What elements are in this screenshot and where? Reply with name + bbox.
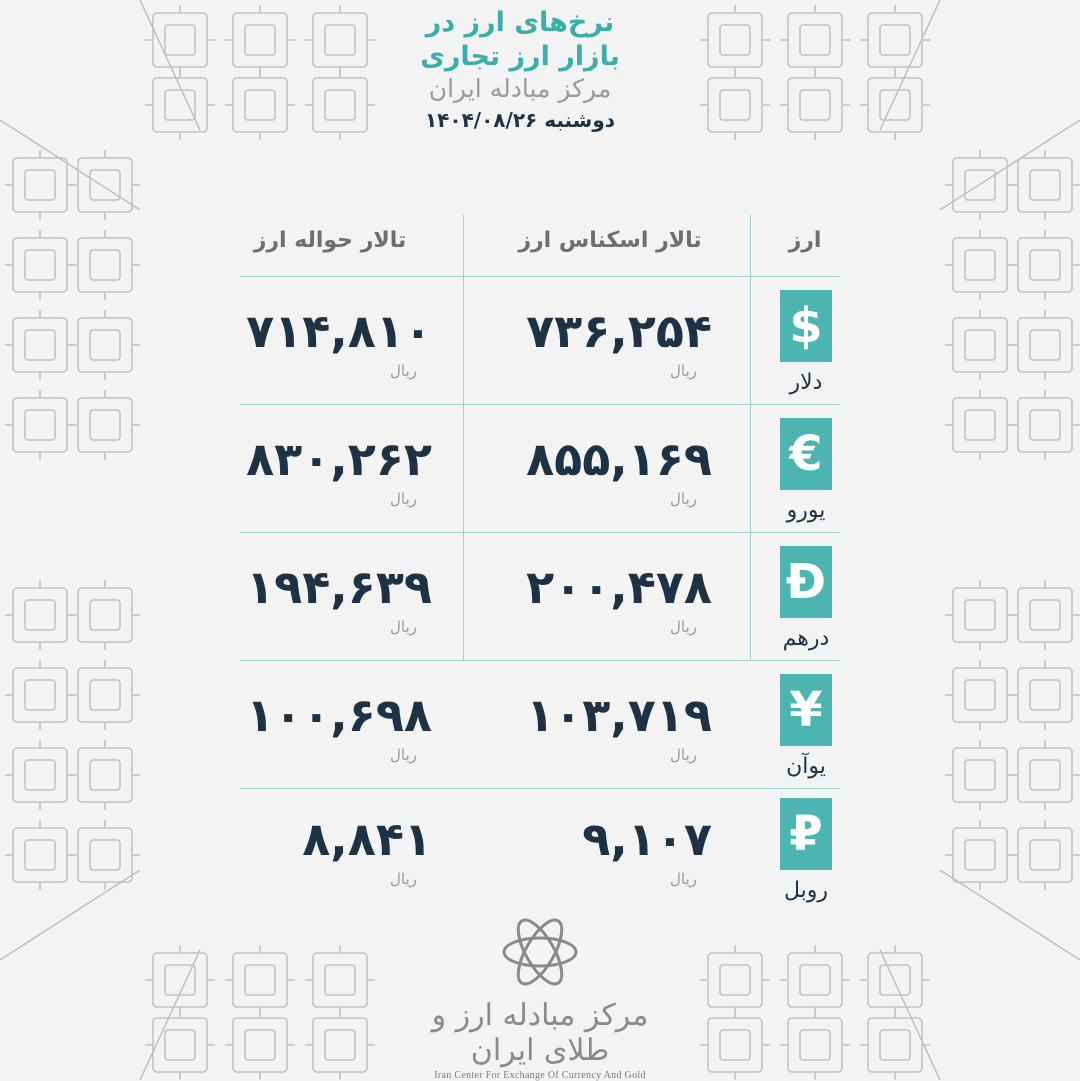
grid-vertical-line [750,215,751,660]
remittance-rate: ۱۰۰,۶۹۸ [246,688,432,742]
unit-label: ریال [390,746,417,764]
dirham-icon: Đ [780,546,832,618]
unit-label: ریال [670,362,697,380]
grid-horizontal-line [240,532,840,533]
grid-horizontal-line [240,788,840,789]
column-header-remittance: تالار حواله ارز [253,228,407,253]
title-line-2: بازار ارز تجاری [420,41,620,72]
grid-vertical-line [463,215,464,660]
unit-label: ریال [390,490,417,508]
remittance-rate: ۸,۸۴۱ [302,812,432,866]
unit-label: ریال [670,746,697,764]
date-label: دوشنبه ۱۴۰۴/۰۸/۲۶ [424,108,616,132]
currency-name: روبل [783,878,829,903]
subtitle: مرکز مبادله ایران [428,74,612,103]
title-line-1: نرخ‌های ارز در [425,7,615,38]
currency-name: درهم [782,626,830,651]
dollar-icon: $ [780,290,832,362]
grid-horizontal-line [240,276,840,277]
unit-label: ریال [670,490,697,508]
unit-label: ریال [390,362,417,380]
logo-name-fa: مرکز مبادله ارز و طلای ایران [431,998,649,1068]
unit-label: ریال [390,618,417,636]
grid-horizontal-line [240,660,840,661]
banknote-rate: ۱۰۳,۷۱۹ [526,688,712,742]
logo-emblem-icon [495,912,585,992]
unit-label: ریال [670,618,697,636]
banknote-rate: ۹,۱۰۷ [582,812,712,866]
logo-name-en: Iran Center For Exchange Of Currency And Gold [434,1070,646,1081]
remittance-rate: ۸۳۰,۲۶۲ [246,432,432,486]
ruble-icon: ₽ [780,798,832,870]
currency-name: یورو [786,498,826,523]
currency-name: دلار [789,370,823,395]
currency-name: یوآن [786,754,826,779]
organization-logo [400,912,680,1081]
remittance-rate: ۱۹۴,۶۳۹ [246,560,432,614]
unit-label: ریال [670,870,697,888]
banknote-rate: ۷۳۶,۲۵۴ [526,304,712,358]
yuan-icon: ¥ [780,674,832,746]
banknote-rate: ۲۰۰,۴۷۸ [526,560,712,614]
euro-icon: € [780,418,832,490]
grid-horizontal-line [240,404,840,405]
unit-label: ریال [390,870,417,888]
column-header-currency: ارز [788,228,822,253]
banknote-rate: ۸۵۵,۱۶۹ [526,432,712,486]
header [380,6,660,134]
remittance-rate: ۷۱۴,۸۱۰ [246,304,432,358]
column-header-banknote: تالار اسکناس ارز [518,228,702,253]
